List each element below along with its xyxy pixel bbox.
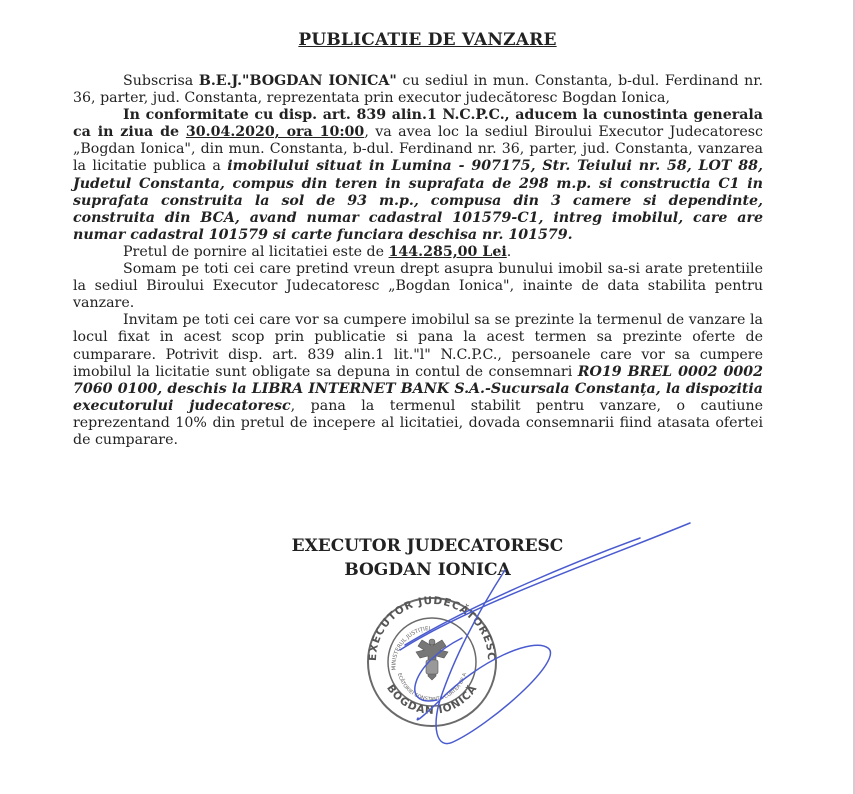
paragraph-auction: In conformitate cu disp. art. 839 alin.1 N.C.P.C., aducem la cunostinta generala ca in ziua de 30.04.2020, ora 10:00, va avea loc la sediul Biroului Executor Judecatoresc „Bogdan Ionica", din mun. Constanta, b-dul. Ferdinand nr. 36, parter, jud. Constanta, vanzarea la licitatie publica a imobilului situat in Lumina - 907175, Str. Teiului nr. 58, LOT 88, Judetul Constanta, compus din teren in suprafata de 298 m.p. si constructia C1 in suprafata construita la sol de 93 m.p., compusa din 3 camere si dependinte, construita din BCA, avand numar cadastral 101579-C1, intreg imobilul, care are numar cadastral 101579 si carte funciara deschisa nr. 101579. [73,107,763,243]
paragraph-invitation: Invitam pe toti cei care vor sa cumpere imobilul sa se prezinte la termenul de vanzare la locul fixat in acest scop prin publicatie si pana la acest termen sa prezinte oferte de cumparare. Potrivit disp. art. 839 alin.1 lit."l" N.C.P.C., persoanele care vor sa cumpere imobilul la licitatie sunt obligate sa depuna in contul de consemnari RO19 BREL 0002 0002 7060 0100, deschis la LIBRA INTERNET BANK S.A.-Sucursala Constanța, la dispozitia executorului judecatoresc, pana la termenul stabilit pentru vanzare, o cautiune reprezentand 10% din pretul de incepere al licitatiei, dovada consemnarii fiind atasata ofertei de cumparare. [73,312,763,448]
stamp-inner-bottom-text: ECĂTORIEI CONSTANȚA CURTEA DE A [395,672,469,703]
paragraph-price: Pretul de pornire al licitatiei este de 144.285,00 Lei. [123,243,512,260]
bailiff-office-name: B.E.J."BOGDAN IONICA" [198,73,397,89]
signature-title: EXECUTOR JUDECATORESC [291,536,564,556]
auction-date: 30.04.2020, ora 10:00 [185,124,365,141]
stamp-outer-bottom-text: BOGDAN IONICĂ [384,682,480,717]
property-description: imobilului situat in Lumina - 907175, Str. Teiului nr. 58, LOT 88, Judetul Constanta, compus din teren in suprafata de 298 m.p. si constructia C1 in suprafata construita la sol de 93 m.p., compusa din 3 camere si dependinte, construita din BCA, avand numar cadastral 101579-C1, intreg imobilul, care are numar cadastral 101579 si carte funciara deschisa nr. 101579. [73,158,763,243]
document-title: PUBLICATIE DE VANZARE [298,30,557,50]
signature-name: BOGDAN IONICA [344,560,511,580]
paragraph-summons: Somam pe toti cei care pretind vreun drept asupra bunului imobil sa-si arate pretentiile la sediul Biroului Executor Judecatoresc „Bogdan Ionica", inainte de data stabilita pentru vanzare. [73,261,763,312]
paragraph-intro: Subscrisa B.E.J."BOGDAN IONICA" cu sediul in mun. Constanta, b-dul. Ferdinand nr. 36, parter, jud. Constanta, reprezentata prin executor judecătoresc Bogdan Ionica, [73,73,763,107]
bank-account: RO19 BREL 0002 0002 7060 0100, deschis la LIBRA INTERNET BANK S.A.-Sucursala Constanța, la dispozitia executorului judecatoresc [73,363,763,414]
svg-text:JUDECĂTORIEI CONSTANȚA CURTEA [0,0,468,703]
stamp-outer-top-text: EXECUTOR JUDECĂTORESC [366,594,498,662]
stamp-inner-left-text: MINISTERUL JUSTIȚIEI [391,626,431,671]
starting-price: 144.285,00 Lei [388,243,507,260]
